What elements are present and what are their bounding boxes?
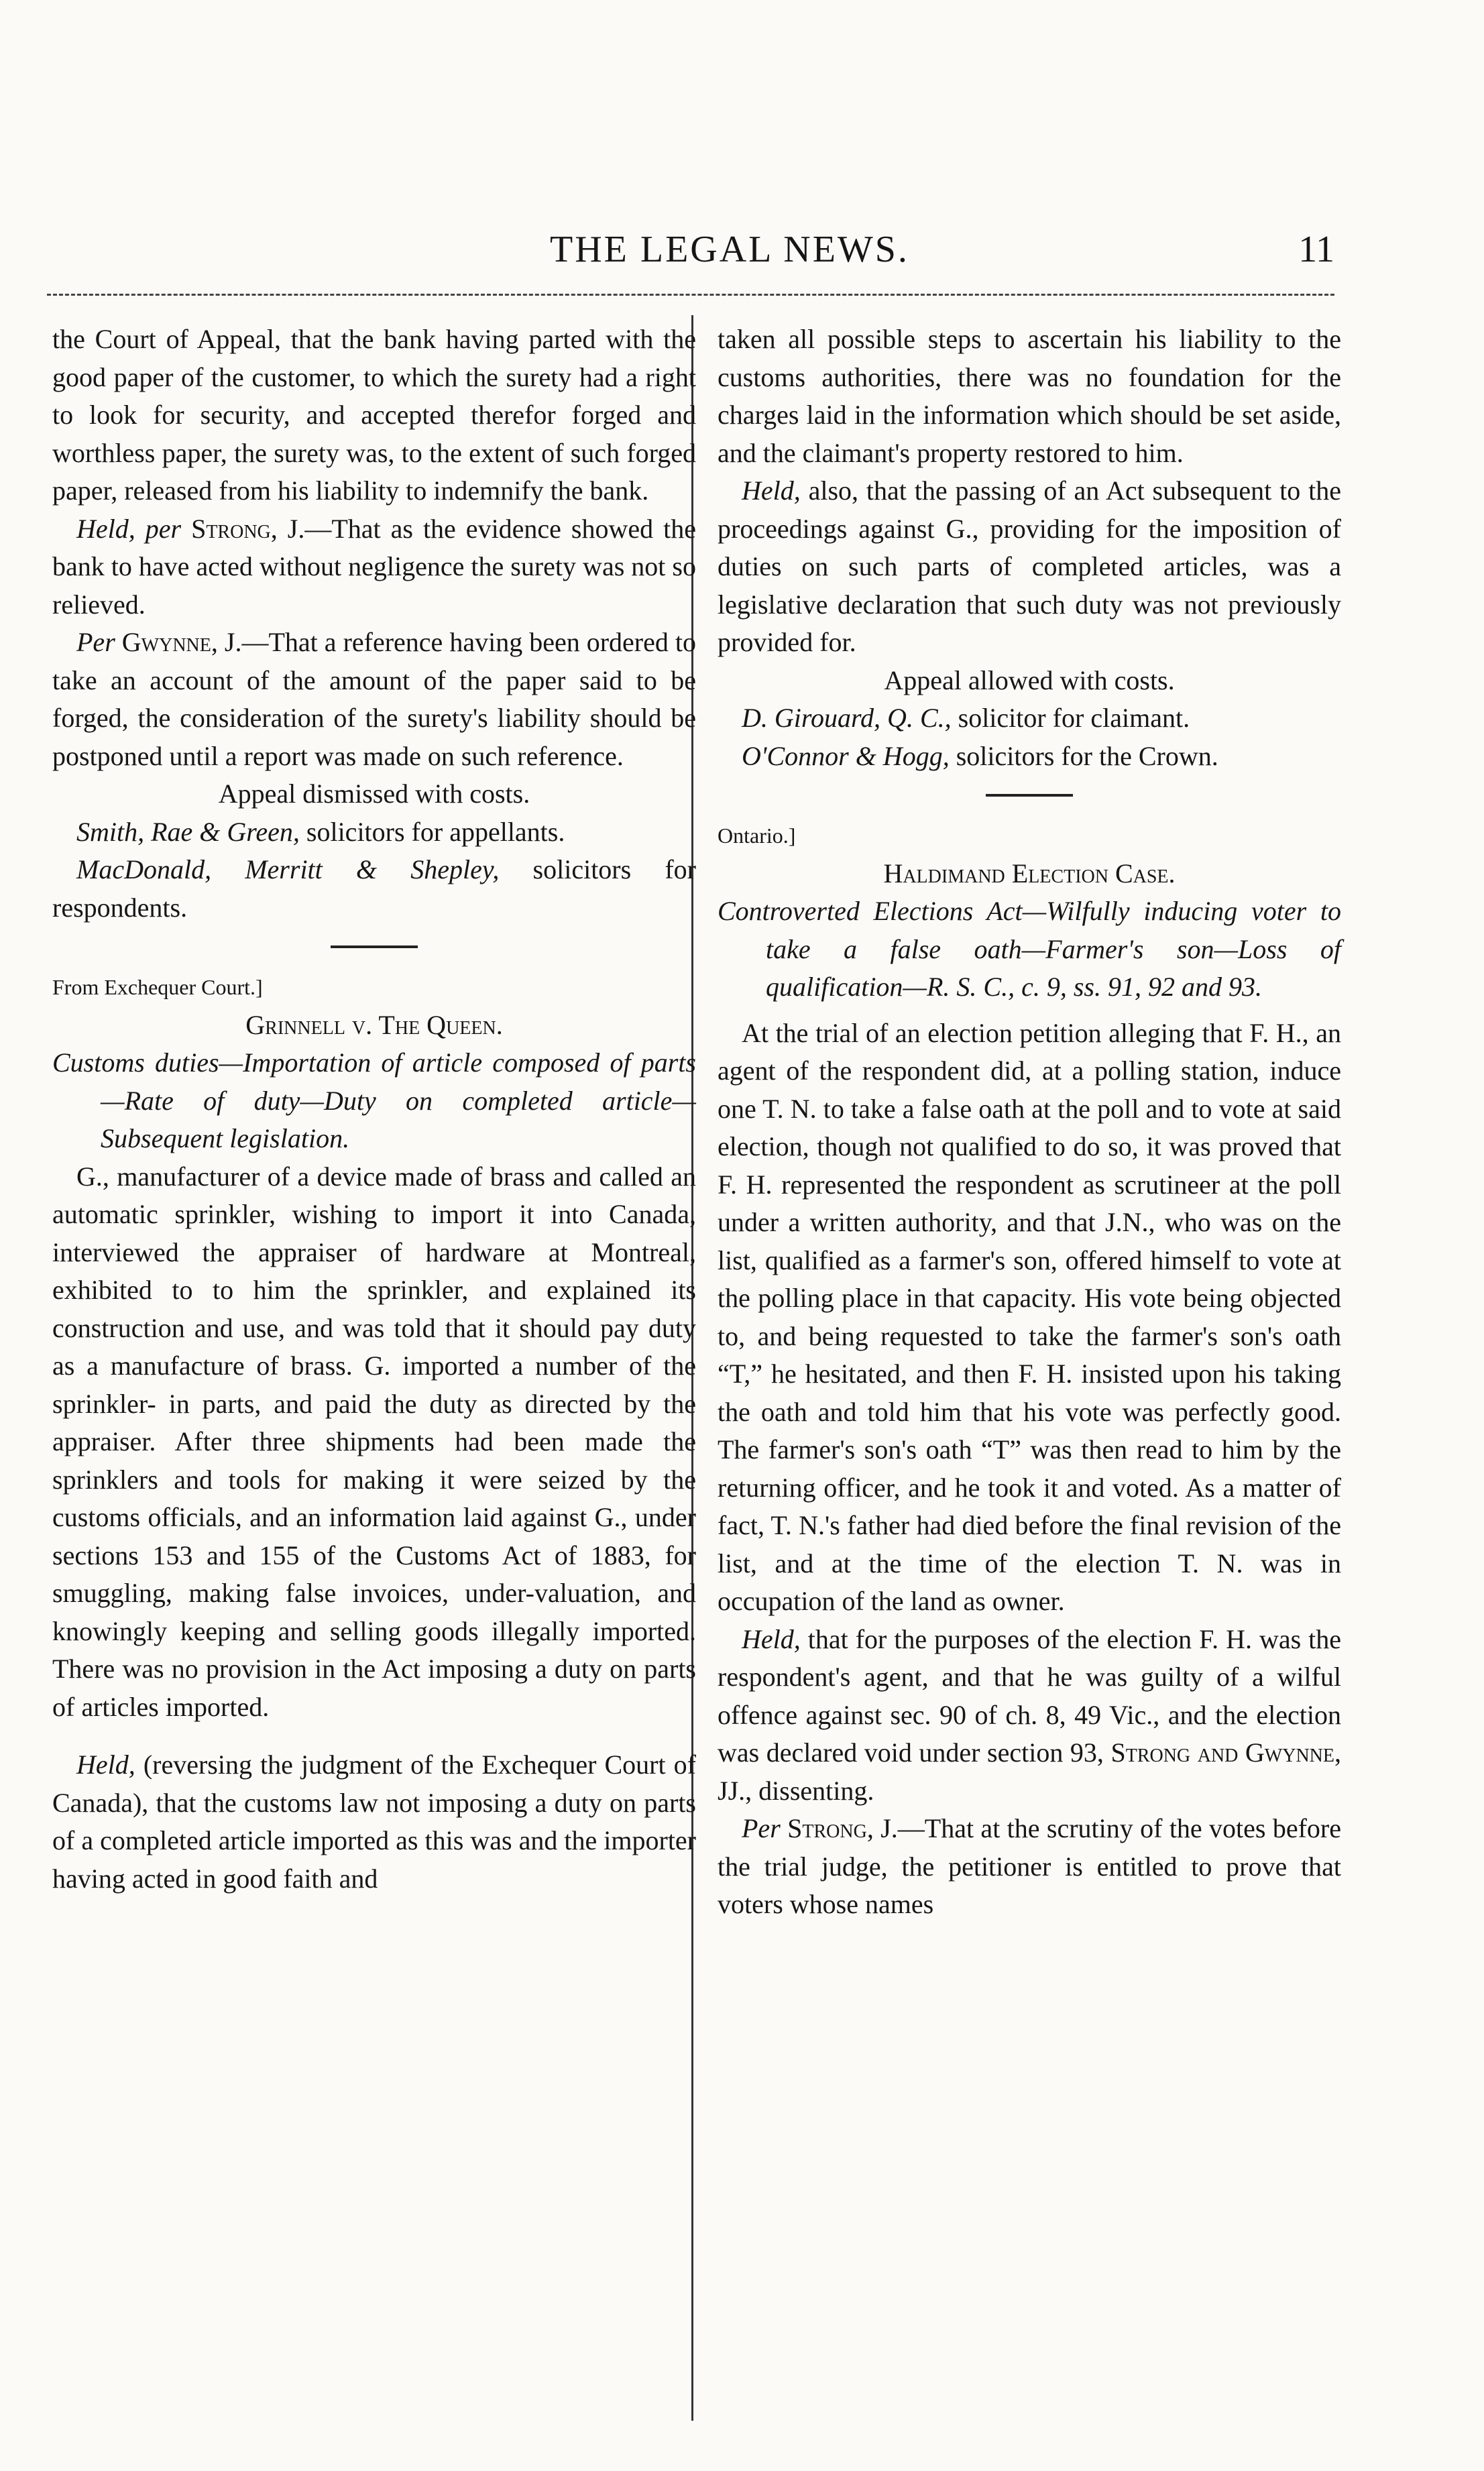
paragraph: Held, that for the purposes of the election F. H. was the respondent's agent, and that he was guilty of a wilful offence against sec. 90 of ch. 8, 49 Vic., and the election was declared void under section 93, Strong and Gwynne, JJ., dissenting.: [718, 1623, 1341, 1806]
disposition: Appeal allowed with costs.: [884, 665, 1175, 695]
paragraph: Held, per Strong, J.—That as the evidence showed the bank to have acted without negligence the surety was not so relieved.: [52, 513, 697, 620]
paragraph: the Court of Appeal, that the bank having parted with the good paper of the customer, to which the surety had a right to look for security, and accepted therefor forged and worthless paper, the surety was, to the extent of such forged paper, released from his liability to indemnify the bank.: [52, 324, 696, 506]
running-header: [47, 228, 1334, 288]
paragraph: Held, also, that the passing of an Act subsequent to the proceedings against G., providing for the imposition of duties on such parts of completed articles, was a legislative declaration that such duty was not previously provided for.: [718, 475, 1341, 657]
header-rule: [47, 294, 1334, 296]
case-title: Grinnell v. The Queen.: [245, 1009, 503, 1040]
right-column: [718, 321, 1341, 1924]
headnote: Customs duties—Importation of article composed of parts—Rate of duty—Duty on completed article—Subsequent legislation.: [52, 1047, 696, 1153]
left-column: [52, 321, 696, 1898]
section-rule: [986, 794, 1073, 797]
section-rule: [331, 945, 418, 948]
paragraph: taken all possible steps to ascertain his liability to the customs authorities, there was no foundation for the charges laid in the information which should be set aside, and the claimant's property restored to him.: [718, 324, 1341, 468]
headnote: Controverted Elections Act—Wilfully inducing voter to take a false oath—Farmer's son—Loss of qualification—R. S. C., c. 9, ss. 91, 92 and 93.: [718, 896, 1341, 1002]
solicitors: O'Connor & Hogg, solicitors for the Crown.: [742, 740, 1218, 771]
solicitors: D. Girouard, Q. C., solicitor for claimant.: [742, 703, 1190, 733]
paragraph: Held, (reversing the judgment of the Exchequer Court of Canada), that the customs law not imposing a duty on parts of a completed article imported as this was and the importer having acted in good faith and: [52, 1749, 696, 1894]
paragraph: Per Strong, J.—That at the scrutiny of the votes before the trial judge, the petitioner is entitled to prove that voters whose names: [718, 1813, 1342, 1919]
solicitors: Smith, Rae & Green, solicitors for appellants.: [76, 816, 565, 847]
paragraph: At the trial of an election petition alleging that F. H., an agent of the respondent did, at a polling station, induce one T. N. to take a false oath at the poll and to vote at said election, though not qualified to do so, it was proved that F. H. represented the respondent as scrutineer at the poll under a written authority, and that J.N., who was on the list, qualified as a farmer's son, offered himself to vote at the polling place in that capacity. His vote being objected to, and being requested to take the farmer's son's oath “T,” he hesitated, and then F. H. insisted upon his taking the oath and told him that his vote was perfectly good. The farmer's son's oath “T” was then read to him by the returning officer, and he took it and voted. As a matter of fact, T. N.'s father had died before the final revision of the list, and at the time of the election T. N. was in occupation of the land as owner.: [718, 1017, 1341, 1616]
case-title: Haldimand Election Case.: [883, 858, 1176, 888]
journal-title: THE LEGAL NEWS.: [550, 229, 909, 270]
page-number: 11: [1298, 229, 1334, 270]
court-label: From Exchequer Court.]: [52, 975, 263, 999]
court-label: Ontario.]: [718, 823, 796, 848]
disposition: Appeal dismissed with costs.: [218, 779, 530, 809]
solicitors: MacDonald, Merritt & Shepley, solicitors for respondents.: [52, 854, 696, 923]
paragraph: G., manufacturer of a device made of brass and called an automatic sprinkler, wishing to import it into Canada, interviewed the appraiser of hardware at Montreal, exhibited to to him the sprinkler, and explained its construction and use, and was told that it should pay duty as a manufacture of brass. G. imported a number of the sprinkler- in parts, and paid the duty as directed by the appraiser. After three shipments had been made the sprinklers and tools for making it were seized by the customs officials, and an information laid against G., under sections 153 and 155 of the Customs Act of 1883, for smuggling, making false invoices, under-valuation, and knowingly keeping and selling goods illegally imported. There was no provision in the Act imposing a duty on parts of articles imported.: [52, 1161, 696, 1722]
paragraph: Per Gwynne, J.—That a reference having been ordered to take an account of the amount of the paper said to be forged, the consideration of the surety's liability should be postponed until a report was made on such reference.: [52, 627, 697, 771]
